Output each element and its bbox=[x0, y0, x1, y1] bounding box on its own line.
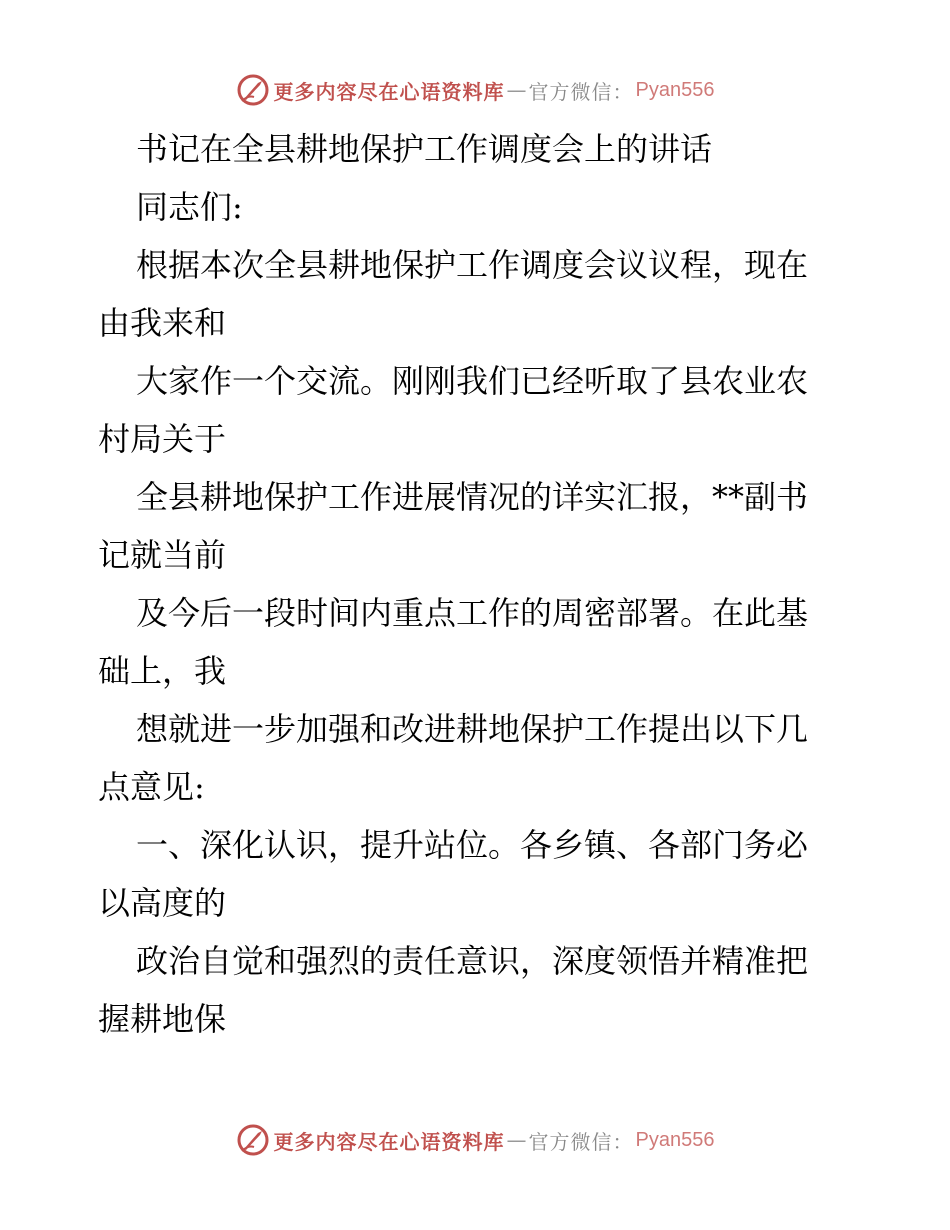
paragraph-line: 根据本次全县耕地保护工作调度会议议程，现在 bbox=[136, 246, 809, 284]
document-title: 书记在全县耕地保护工作调度会上的讲话 bbox=[136, 130, 713, 168]
paragraph-line: 全县耕地保护工作进展情况的详实汇报，**副书 bbox=[136, 478, 809, 516]
paragraph-line: 以高度的 bbox=[98, 884, 227, 922]
paragraph-line: 点意见: bbox=[98, 768, 205, 806]
watermark-dash: — bbox=[506, 1128, 527, 1152]
paragraph-line: 由我来和 bbox=[98, 304, 227, 342]
paragraph-line: 村局关于 bbox=[98, 420, 227, 458]
paragraph-line: 一、深化认识，提升站位。各乡镇、各部门务必 bbox=[136, 826, 809, 864]
paragraph-line: 握耕地保 bbox=[98, 1000, 227, 1038]
watermark-text: 更多内容尽在心语资料库 bbox=[273, 1129, 505, 1154]
document-greeting: 同志们: bbox=[136, 188, 243, 226]
watermark-id: Pyan556 bbox=[635, 1128, 715, 1151]
paragraph-line: 及今后一段时间内重点工作的周密部署。在此基 bbox=[136, 594, 809, 632]
paragraph-line: 础上，我 bbox=[98, 652, 227, 690]
watermark-id: Pyan556 bbox=[635, 78, 715, 101]
header-watermark bbox=[0, 70, 950, 110]
footer-watermark bbox=[0, 1120, 950, 1160]
watermark-text: 更多内容尽在心语资料库 bbox=[273, 79, 505, 104]
quill-logo-icon bbox=[236, 1123, 270, 1157]
document-body bbox=[98, 120, 858, 1048]
paragraph-line: 大家作一个交流。刚刚我们已经听取了县农业农 bbox=[136, 362, 809, 400]
quill-logo-icon bbox=[236, 73, 270, 107]
paragraph-line: 政治自觉和强烈的责任意识，深度领悟并精准把 bbox=[136, 942, 809, 980]
watermark-label: 官方微信： bbox=[528, 1129, 634, 1154]
watermark-dash: — bbox=[506, 78, 527, 102]
paragraph-line: 记就当前 bbox=[98, 536, 227, 574]
paragraph-line: 想就进一步加强和改进耕地保护工作提出以下几 bbox=[136, 710, 809, 748]
watermark-label: 官方微信： bbox=[528, 79, 634, 104]
